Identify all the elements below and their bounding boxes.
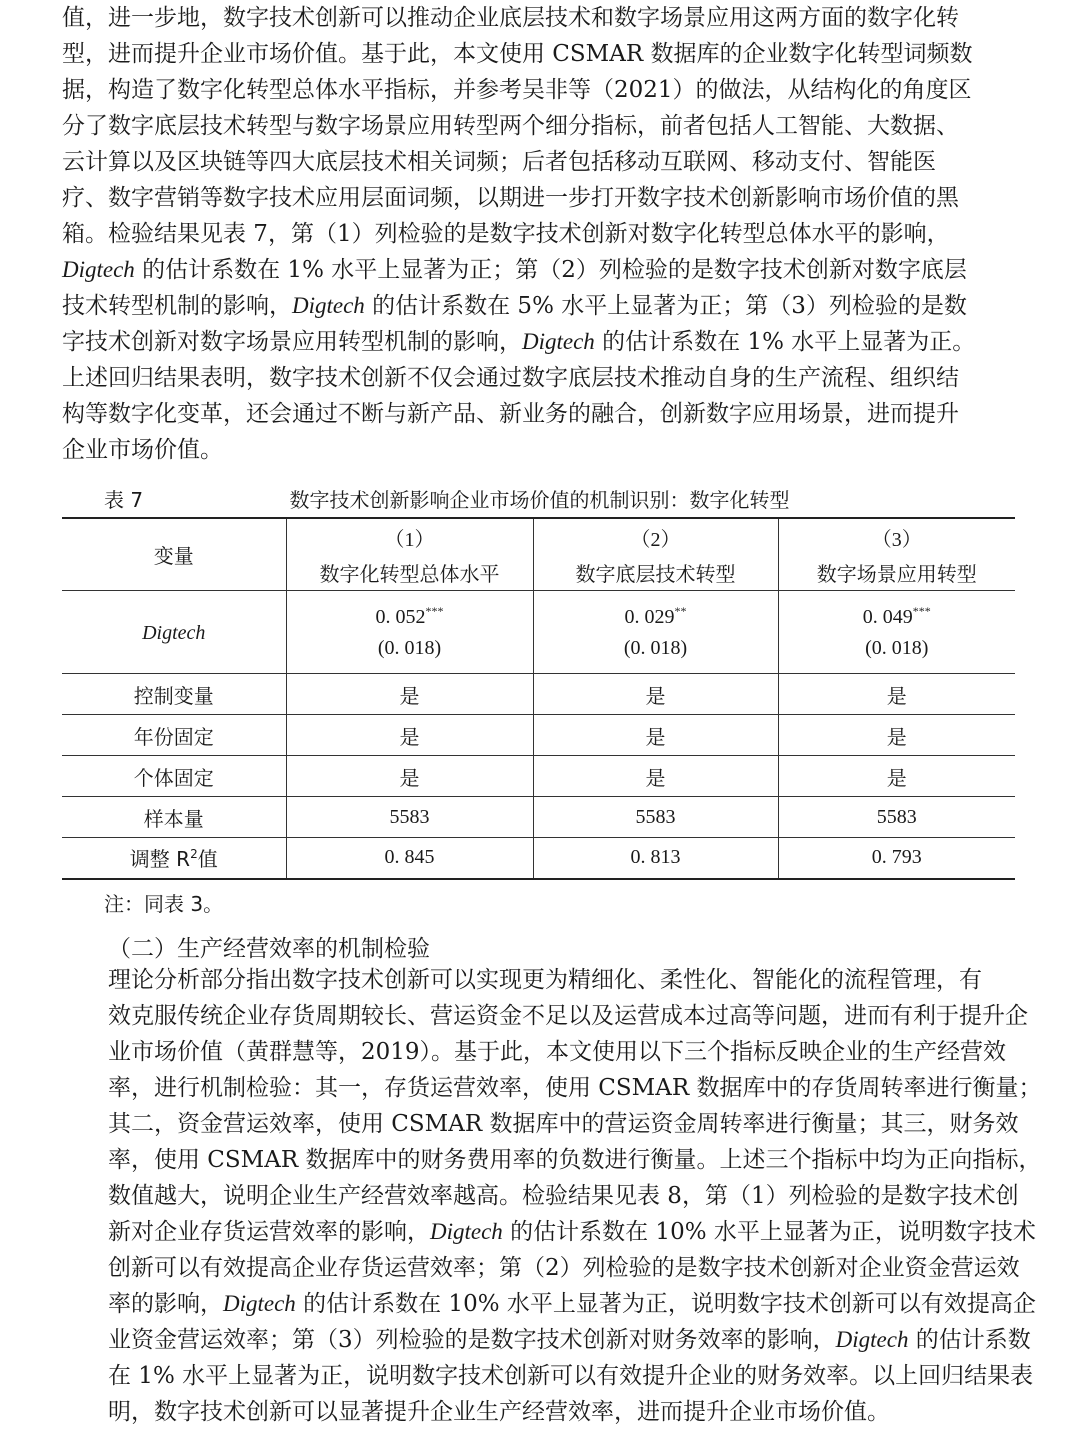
table-row bbox=[62, 797, 1015, 838]
text-line: 业市场价值（黄群慧等，2019）。基于此，本文使用以下三个指标反映企业的生产经营效 bbox=[108, 1039, 1007, 1065]
column-header bbox=[286, 518, 533, 591]
coefficient-cell bbox=[533, 591, 778, 674]
table-cell: 是 bbox=[533, 674, 778, 715]
text-line: 率的影响，Digtech 的估计系数在 10% 水平上显著为正，说明数字技术创新可以有效提高企 bbox=[108, 1291, 1036, 1317]
table-cell: 是 bbox=[533, 715, 778, 756]
text-line: 箱。检验结果见表 7，第（1）列检验的是数字技术创新对数字化转型总体水平的影响， bbox=[62, 221, 950, 247]
significance-stars: ** bbox=[674, 604, 687, 618]
text-line: 新对企业存货运营效率的影响，Digtech 的估计系数在 10% 水平上显著为正，说明数字技术 bbox=[108, 1219, 1036, 1245]
standard-error: (0. 018) bbox=[377, 637, 442, 659]
coefficient-row bbox=[62, 591, 1015, 674]
text-line: 字技术创新对数字场景应用转型机制的影响，Digtech 的估计系数在 1% 水平上显著为正。 bbox=[62, 329, 976, 355]
table-row bbox=[62, 838, 1015, 879]
text-line: Digtech 的估计系数在 1% 水平上显著为正；第（2）列检验的是数字技术创新对数字底层 bbox=[62, 257, 967, 283]
variable-header: 变量 bbox=[62, 518, 286, 591]
table-cell: 5583 bbox=[778, 797, 1015, 838]
table-cell: 是 bbox=[778, 715, 1015, 756]
column-name: 数字底层技术转型 bbox=[575, 561, 736, 586]
column-number: （2） bbox=[630, 528, 681, 551]
significance-stars: *** bbox=[912, 604, 931, 618]
text-line: 上述回归结果表明，数字技术创新不仅会通过数字底层技术推动自身的生产流程、组织结 bbox=[62, 365, 959, 391]
table-cell: 0. 813 bbox=[533, 838, 778, 879]
table-cell: 是 bbox=[533, 756, 778, 797]
row-label: 控制变量 bbox=[62, 674, 286, 715]
coefficient-value: 0. 029 bbox=[624, 606, 675, 628]
row-label: 年份固定 bbox=[62, 715, 286, 756]
row-label: 调整 $R^2$值 bbox=[62, 838, 286, 879]
table-cell: 是 bbox=[286, 715, 533, 756]
column-name: 数字场景应用转型 bbox=[816, 561, 977, 586]
body-paragraph-2 bbox=[62, 962, 1042, 1430]
table-row bbox=[62, 756, 1015, 797]
text-line: 型，进而提升企业市场价值。基于此，本文使用 CSMAR 数据库的企业数字化转型词频数 bbox=[62, 41, 973, 67]
text-line: 疗、数字营销等数字技术应用层面词频，以期进一步打开数字技术创新影响市场价值的黑 bbox=[62, 185, 959, 211]
table-cell: 是 bbox=[778, 756, 1015, 797]
text-line: 值，进一步地，数字技术创新可以推动企业底层技术和数字场景应用这两方面的数字化转 bbox=[62, 5, 959, 31]
row-label: 样本量 bbox=[62, 797, 286, 838]
significance-stars: *** bbox=[425, 604, 444, 618]
table-row bbox=[62, 715, 1015, 756]
text-line: 分了数字底层技术转型与数字场景应用转型两个细分指标，前者包括人工智能、大数据、 bbox=[62, 113, 959, 139]
body-paragraph-1 bbox=[62, 0, 1017, 468]
text-line: 业资金营运效率；第（3）列检验的是数字技术创新对财务效率的影响，Digtech 的估计系数 bbox=[108, 1327, 1031, 1353]
text-line: 技术转型机制的影响，Digtech 的估计系数在 5% 水平上显著为正；第（3）列检验的是数 bbox=[62, 293, 967, 319]
coefficient-value: 0. 049 bbox=[862, 606, 913, 628]
section-heading: （二）生产经营效率的机制检验 bbox=[108, 936, 430, 962]
text-line: 数值越大，说明企业生产经营效率越高。检验结果见表 8，第（1）列检验的是数字技术创 bbox=[108, 1183, 1019, 1209]
column-number: （3） bbox=[871, 528, 922, 551]
table-cell: 0. 793 bbox=[778, 838, 1015, 879]
row-label: 个体固定 bbox=[62, 756, 286, 797]
table-cell: 5583 bbox=[286, 797, 533, 838]
table-header-row bbox=[62, 518, 1015, 591]
paragraph-text bbox=[62, 0, 1017, 468]
text-line: 据，构造了数字化转型总体水平指标，并参考吴非等（2021）的做法，从结构化的角度区 bbox=[62, 77, 972, 103]
column-name: 数字化转型总体水平 bbox=[319, 561, 500, 586]
text-line: 效克服传统企业存货周期较长、营运资金不足以及运营成本过高等问题，进而有利于提升企 bbox=[108, 1003, 1028, 1029]
row-label: Digtech bbox=[62, 591, 286, 674]
table-cell: 是 bbox=[286, 756, 533, 797]
regression-table bbox=[62, 517, 1015, 880]
paragraph-text bbox=[62, 962, 1042, 1430]
table-cell: 是 bbox=[778, 674, 1015, 715]
column-header bbox=[533, 518, 778, 591]
table-cell: 5583 bbox=[533, 797, 778, 838]
text-line: 理论分析部分指出数字技术创新可以实现更为精细化、柔性化、智能化的流程管理，有 bbox=[108, 967, 982, 993]
standard-error: (0. 018) bbox=[623, 637, 688, 659]
table-title: 数字技术创新影响企业市场价值的机制识别：数字化转型 bbox=[289, 488, 790, 512]
text-line: 率，进行机制检验：其一，存货运营效率，使用 CSMAR 数据库中的存货周转率进行衡量； bbox=[108, 1075, 1042, 1101]
text-line: 其二，资金营运效率，使用 CSMAR 数据库中的营运资金周转率进行衡量；其三，财务效 bbox=[108, 1111, 1019, 1137]
column-header bbox=[778, 518, 1015, 591]
text-line: 构等数字化变革，还会通过不断与新产品、新业务的融合，创新数字应用场景，进而提升 bbox=[62, 401, 959, 427]
table-note: 注：同表 3。 bbox=[104, 892, 224, 916]
text-line: 明，数字技术创新可以显著提升企业生产经营效率，进而提升企业市场价值。 bbox=[108, 1399, 890, 1425]
table-cell: 0. 845 bbox=[286, 838, 533, 879]
column-number: （1） bbox=[384, 528, 435, 551]
table-row bbox=[62, 674, 1015, 715]
standard-error: (0. 018) bbox=[865, 637, 929, 659]
table-number: 表 7 bbox=[104, 488, 144, 512]
coefficient-cell bbox=[778, 591, 1015, 674]
table-cell: 是 bbox=[286, 674, 533, 715]
text-line: 云计算以及区块链等四大底层技术相关词频；后者包括移动互联网、移动支付、智能医 bbox=[62, 149, 936, 175]
text-line: 在 1% 水平上显著为正，说明数字技术创新可以有效提升企业的财务效率。以上回归结果表 bbox=[108, 1363, 1034, 1389]
text-line: 企业市场价值。 bbox=[62, 437, 223, 463]
coefficient-value: 0. 052 bbox=[375, 606, 426, 628]
coefficient-cell bbox=[286, 591, 533, 674]
table-caption bbox=[62, 484, 1017, 514]
text-line: 率，使用 CSMAR 数据库中的财务费用率的负数进行衡量。上述三个指标中均为正向指标， bbox=[108, 1147, 1042, 1173]
text-line: 创新可以有效提高企业存货运营效率；第（2）列检验的是数字技术创新对企业资金营运效 bbox=[108, 1255, 1020, 1281]
